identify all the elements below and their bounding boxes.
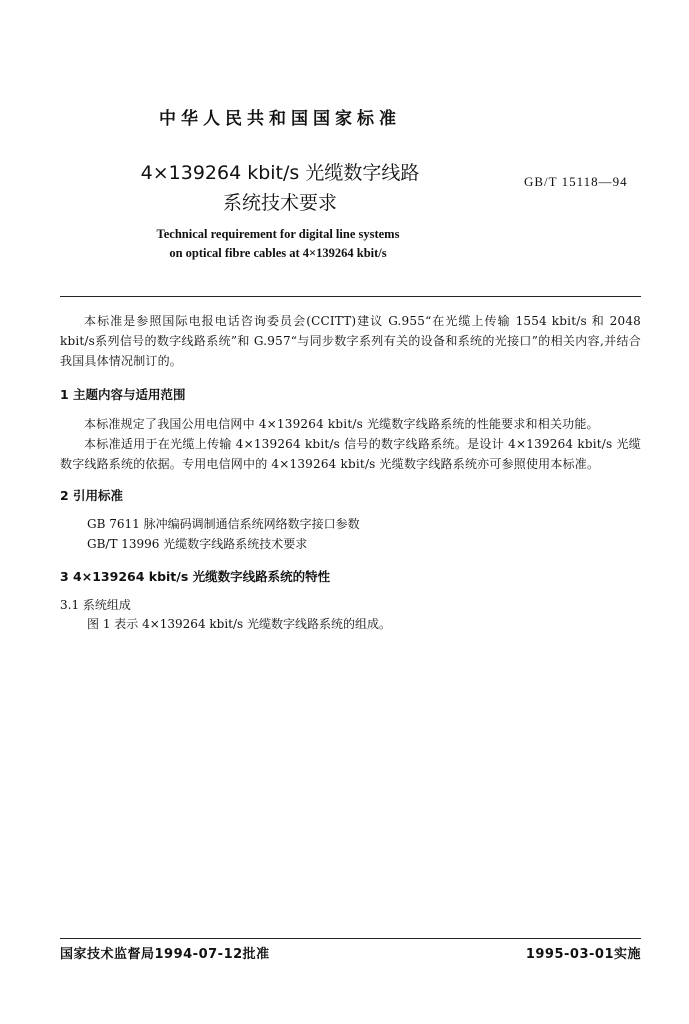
section-2-heading: 2 引用标准	[60, 488, 124, 503]
document-title-line-1: 4×139264 kbit/s 光缆数字线路	[140, 162, 420, 184]
footer-divider	[60, 938, 641, 939]
section-3-heading: 3 4×139264 kbit/s 光缆数字线路系统的特性	[60, 569, 331, 584]
standard-code: GB/T 15118—94	[524, 174, 628, 189]
reference-gb-7611: GB 7611 脉冲编码调制通信系统网络数字接口参数	[87, 517, 360, 531]
implementation-date: 1995-03-01实施	[525, 947, 641, 962]
section-1-paragraph-1: 本标准规定了我国公用电信网中 4×139264 kbit/s 光缆数字线路系统的性能要求和相关功能。	[84, 417, 599, 431]
document-title-line-2: 系统技术要求	[222, 192, 337, 214]
issuer-title: 中华人民共和国国家标准	[159, 109, 401, 129]
english-title-line-2: on optical fibre cables at 4×139264 kbit/s	[169, 246, 387, 260]
approval-date: 国家技术监督局1994-07-12批准	[60, 947, 270, 962]
intro-paragraph: 本标准是参照国际电报电话咨询委员会(CCITT)建议 G.955“在光缆上传输 1554 kbit/s 和 2048 kbit/s系列信号的数字线路系统”和 G.957“与同步数字系列有关的设备和系统的光接口”的相关内容,并结合我国具体情况制订的。	[60, 314, 641, 368]
header-divider	[60, 296, 641, 297]
english-title-line-1: Technical requirement for digital line systems	[156, 227, 400, 241]
reference-gbt-13996: GB/T 13996 光缆数字线路系统技术要求	[87, 537, 308, 551]
section-1-heading: 1 主题内容与适用范围	[60, 387, 186, 402]
section-3-1-paragraph: 图 1 表示 4×139264 kbit/s 光缆数字线路系统的组成。	[87, 617, 392, 631]
section-1-paragraph-2: 本标准适用于在光缆上传输 4×139264 kbit/s 信号的数字线路系统。是设计 4×139264 kbit/s 光缆数字线路系统的依据。专用电信网中的 4×139264 kbit/s 光缆数字线路系统亦可参照使用本标准。	[60, 437, 641, 471]
section-3-1-heading: 3.1 系统组成	[60, 598, 131, 612]
